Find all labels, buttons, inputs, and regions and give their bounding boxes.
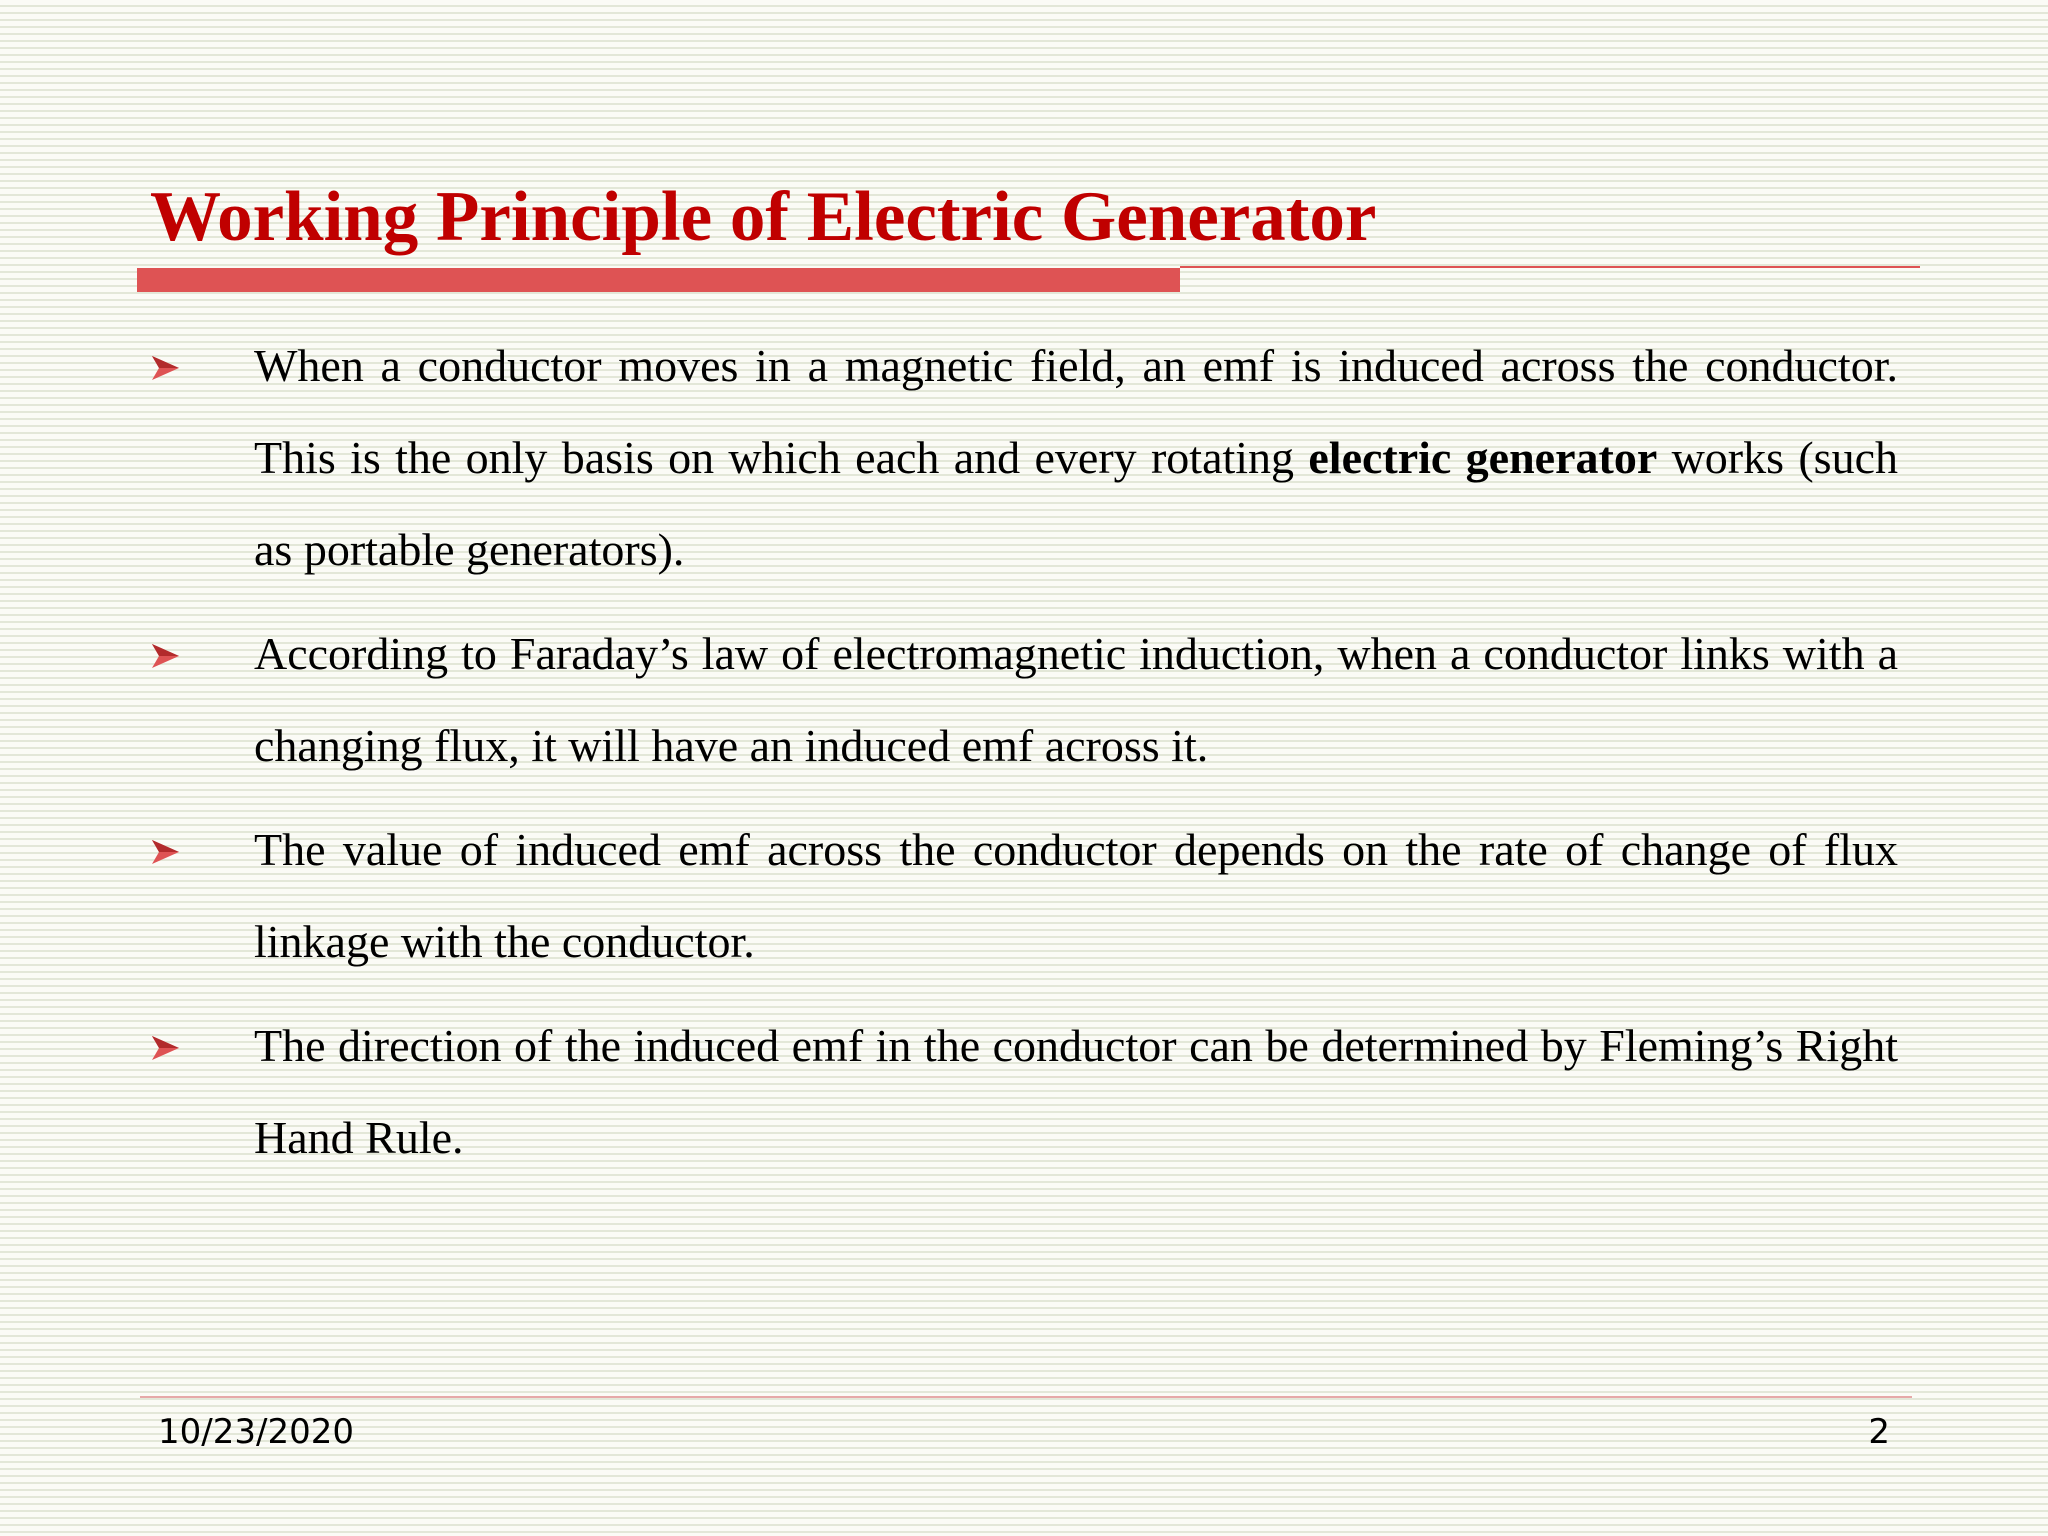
bullet-text: The direction of the induced emf in the conductor can be determined by Fleming’s Right Hand Rule. — [254, 1020, 1898, 1163]
bullet-item — [150, 1000, 1898, 1184]
page-number: 2 — [1868, 1412, 1890, 1452]
slide-title: Working Principle of Electric Generator — [150, 178, 1377, 256]
bullet-text: According to Faraday’s law of electromagnetic induction, when a conductor links with a changing flux, it will have an induced emf across it. — [254, 628, 1898, 771]
arrowhead-bullet-icon — [150, 837, 180, 867]
bold-term: electric generator — [1308, 432, 1658, 483]
arrowhead-bullet-icon — [150, 1033, 180, 1063]
bullet-list — [150, 320, 1898, 1196]
title-underline-thin — [1180, 266, 1920, 268]
bullet-text: The value of induced emf across the conductor depends on the rate of change of flux linkage with the conductor. — [254, 824, 1898, 967]
bullet-item — [150, 804, 1898, 988]
footer-divider — [140, 1396, 1912, 1398]
bullet-item — [150, 608, 1898, 792]
arrowhead-bullet-icon — [150, 353, 180, 383]
title-underline-thick — [137, 268, 1180, 292]
bullet-item — [150, 320, 1898, 596]
bullet-text: When a conductor moves in a magnetic field, an emf is induced across the conductor. This is the only basis on which each and every rotating electric generator works (such as portable generators). — [254, 340, 1898, 575]
footer-date: 10/23/2020 — [158, 1412, 354, 1452]
arrowhead-bullet-icon — [150, 641, 180, 671]
